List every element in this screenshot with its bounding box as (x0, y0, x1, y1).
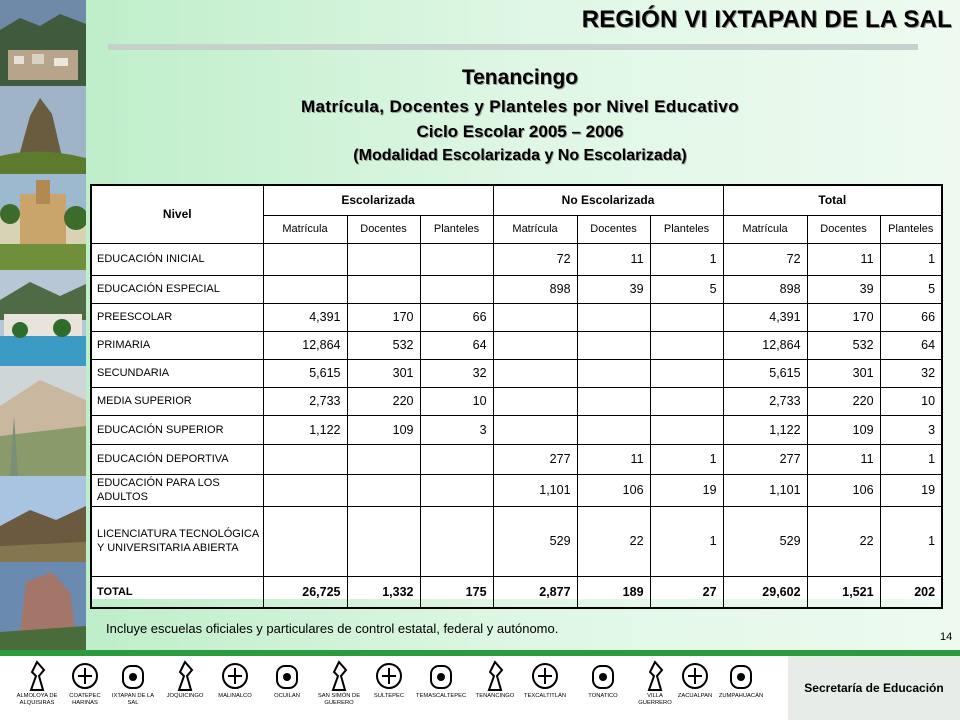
value-cell: 3 (880, 415, 942, 444)
value-cell (577, 387, 650, 415)
value-cell: 5 (880, 275, 942, 303)
nivel-cell: LICENCIATURA TECNOLÓGICA Y UNIVERSITARIA ABIERTA (91, 506, 263, 576)
subheader-cell: Planteles (650, 215, 723, 243)
data-table (90, 184, 941, 599)
value-cell: 19 (880, 474, 942, 506)
municipality-name: OCUILAN (274, 693, 300, 699)
nivel-cell: EDUCACIÓN SUPERIOR (91, 415, 263, 444)
municipality-item (210, 660, 260, 700)
value-cell: 22 (577, 506, 650, 576)
value-cell: 27 (650, 576, 723, 608)
nivel-cell: EDUCACIÓN DEPORTIVA (91, 444, 263, 474)
value-cell (650, 303, 723, 331)
value-cell: 3 (420, 415, 493, 444)
value-cell: 277 (723, 444, 807, 474)
value-cell: 4,391 (723, 303, 807, 331)
value-cell: 11 (807, 243, 880, 275)
value-cell: 220 (347, 387, 420, 415)
municipality-item (12, 660, 62, 706)
value-cell: 170 (347, 303, 420, 331)
municipality-glyph-icon (480, 660, 510, 692)
value-cell: 39 (807, 275, 880, 303)
value-cell: 301 (347, 359, 420, 387)
value-cell: 64 (420, 331, 493, 359)
municipality-name: ALMOLOYA DE ALQUISIRAS (16, 693, 58, 706)
value-cell: 66 (880, 303, 942, 331)
value-cell: 26,725 (263, 576, 347, 608)
nivel-cell: EDUCACIÓN PARA LOS ADULTOS (91, 474, 263, 506)
value-cell: 109 (347, 415, 420, 444)
value-cell: 11 (807, 444, 880, 474)
value-cell: 29,602 (723, 576, 807, 608)
value-cell: 11 (577, 243, 650, 275)
church-photo (0, 174, 86, 270)
municipality-item (160, 660, 210, 700)
subtitle-1: Matrícula, Docentes y Planteles por Nivel Educativo (301, 97, 739, 116)
table-row (91, 576, 942, 608)
value-cell: 5,615 (263, 359, 347, 387)
value-cell: 529 (723, 506, 807, 576)
value-cell (263, 275, 347, 303)
value-cell: 64 (880, 331, 942, 359)
value-cell (263, 243, 347, 275)
value-cell (650, 359, 723, 387)
value-cell (420, 243, 493, 275)
value-cell: 532 (807, 331, 880, 359)
value-cell (347, 275, 420, 303)
value-cell (347, 474, 420, 506)
table-row (91, 506, 942, 576)
subtitle-3: (Modalidad Escolarizada y No Escolarizada) (353, 147, 687, 164)
footnote: Incluye escuelas oficiales y particulares de control estatal, federal y autónomo. (106, 621, 559, 636)
municipality-glyph-icon (118, 660, 148, 692)
value-cell (577, 359, 650, 387)
subheader-cell: Planteles (420, 215, 493, 243)
value-cell: 301 (807, 359, 880, 387)
municipality-item (578, 660, 628, 700)
nivel-cell: PRIMARIA (91, 331, 263, 359)
value-cell: 202 (880, 576, 942, 608)
value-cell: 12,864 (263, 331, 347, 359)
value-cell (420, 444, 493, 474)
table-row (91, 331, 942, 359)
region-title: REGIÓN VI IXTAPAN DE LA SAL (581, 6, 952, 33)
value-cell (577, 331, 650, 359)
value-cell: 39 (577, 275, 650, 303)
municipality-item (670, 660, 720, 700)
value-cell (577, 303, 650, 331)
table-body (91, 243, 942, 608)
value-cell: 170 (807, 303, 880, 331)
municipality-name: TENANCINGO (475, 693, 515, 699)
municipality-glyph-icon (170, 660, 200, 692)
value-cell: 189 (577, 576, 650, 608)
municipality-glyph-icon (220, 660, 250, 692)
subheader-cell: Planteles (880, 215, 942, 243)
page-title: Tenancingo (461, 66, 579, 89)
value-cell: 898 (493, 275, 577, 303)
hills-photo (0, 476, 86, 562)
municipality-name: IXTAPAN DE LA SAL (111, 693, 155, 706)
value-cell (650, 387, 723, 415)
nivel-cell: PREESCOLAR (91, 303, 263, 331)
value-cell: 72 (493, 243, 577, 275)
value-cell: 2,733 (263, 387, 347, 415)
municipality-name: ZUMPAHUACÁN (718, 693, 764, 699)
table-row (91, 359, 942, 387)
value-cell (347, 243, 420, 275)
municipality-glyph-icon (726, 660, 756, 692)
value-cell: 106 (577, 474, 650, 506)
table-row (91, 243, 942, 275)
value-cell: 22 (807, 506, 880, 576)
value-cell: 10 (420, 387, 493, 415)
value-cell: 19 (650, 474, 723, 506)
value-cell: 220 (807, 387, 880, 415)
nivel-cell: EDUCACIÓN ESPECIAL (91, 275, 263, 303)
subtitle-2: Ciclo Escolar 2005 – 2006 (416, 122, 624, 141)
municipality-glyph-icon (426, 660, 456, 692)
value-cell (420, 275, 493, 303)
value-cell: 5 (650, 275, 723, 303)
municipality-glyph-icon (272, 660, 302, 692)
value-cell: 1 (650, 444, 723, 474)
municipality-name: ZACUALPAN (677, 693, 713, 699)
municipality-item (470, 660, 520, 700)
value-cell: 106 (807, 474, 880, 506)
pool-photo (0, 270, 86, 366)
value-cell: 10 (880, 387, 942, 415)
table-row (91, 444, 942, 474)
municipality-glyph-icon (374, 660, 404, 692)
value-cell: 1 (880, 444, 942, 474)
town-photo-1 (0, 0, 86, 86)
value-cell: 72 (723, 243, 807, 275)
value-cell: 1 (880, 506, 942, 576)
value-cell (263, 444, 347, 474)
group-header-no-escolarizada: No Escolarizada (493, 185, 723, 215)
subheader-cell: Matrícula (493, 215, 577, 243)
value-cell: 1,332 (347, 576, 420, 608)
value-cell: 1 (650, 506, 723, 576)
value-cell: 2,733 (723, 387, 807, 415)
value-cell: 529 (493, 506, 577, 576)
municipality-name: VILLA GUERRERO (638, 693, 672, 706)
subheader-cell: Docentes (807, 215, 880, 243)
value-cell: 32 (420, 359, 493, 387)
value-cell: 1 (650, 243, 723, 275)
municipality-name: SAN SIMÓN DE GUERERO (317, 693, 361, 706)
municipality-item (108, 660, 158, 706)
value-cell (650, 415, 723, 444)
value-cell: 898 (723, 275, 807, 303)
table-row (91, 303, 942, 331)
municipality-glyph-icon (70, 660, 100, 692)
municipality-name: TONATICO (588, 693, 618, 699)
photo-strip (0, 0, 86, 650)
table-row (91, 415, 942, 444)
municipality-item (364, 660, 414, 700)
value-cell (493, 387, 577, 415)
municipality-glyph-icon (640, 660, 670, 692)
value-cell: 4,391 (263, 303, 347, 331)
value-cell: 2,877 (493, 576, 577, 608)
value-cell (493, 331, 577, 359)
page-number: 14 (940, 631, 953, 643)
value-cell: 1,101 (723, 474, 807, 506)
nivel-cell: TOTAL (91, 576, 263, 608)
municipality-item (60, 660, 110, 706)
value-cell (493, 359, 577, 387)
municipality-item (716, 660, 766, 700)
municipality-item (520, 660, 570, 700)
municipality-item (262, 660, 312, 700)
subheader-cell: Matrícula (263, 215, 347, 243)
subheader-cell: Docentes (347, 215, 420, 243)
municipality-name: JOQUICINGO (166, 693, 204, 699)
table-row (91, 275, 942, 303)
municipality-glyph-icon (22, 660, 52, 692)
table-row (91, 474, 942, 506)
value-cell (263, 474, 347, 506)
value-cell (493, 303, 577, 331)
value-cell: 1,122 (723, 415, 807, 444)
municipality-glyph-icon (588, 660, 618, 692)
value-cell: 11 (577, 444, 650, 474)
value-cell: 66 (420, 303, 493, 331)
municipality-glyph-icon (530, 660, 560, 692)
municipality-name: COATEPEC HARINAS (69, 693, 101, 706)
municipality-glyph-icon (680, 660, 710, 692)
municipality-item (314, 660, 364, 706)
value-cell (493, 415, 577, 444)
municipality-glyph-icon (324, 660, 354, 692)
municipality-name: MALINALCO (218, 693, 252, 699)
value-cell: 175 (420, 576, 493, 608)
value-cell: 12,864 (723, 331, 807, 359)
value-cell: 532 (347, 331, 420, 359)
value-cell: 1,122 (263, 415, 347, 444)
subheader-cell: Matrícula (723, 215, 807, 243)
value-cell (650, 331, 723, 359)
value-cell: 277 (493, 444, 577, 474)
value-cell: 5,615 (723, 359, 807, 387)
table-row (91, 387, 942, 415)
nivel-cell: EDUCACIÓN INICIAL (91, 243, 263, 275)
nivel-cell: MEDIA SUPERIOR (91, 387, 263, 415)
value-cell (420, 474, 493, 506)
value-cell (347, 444, 420, 474)
header-divider (108, 44, 918, 50)
value-cell: 109 (807, 415, 880, 444)
value-cell: 1,521 (807, 576, 880, 608)
value-cell (263, 506, 347, 576)
secretaria-label: Secretaría de Educación (788, 656, 960, 720)
mountain-photo (0, 86, 86, 174)
valley-photo (0, 366, 86, 476)
value-cell (420, 506, 493, 576)
nivel-cell: SECUNDARIA (91, 359, 263, 387)
municipality-item (416, 660, 466, 700)
value-cell: 32 (880, 359, 942, 387)
value-cell: 1 (880, 243, 942, 275)
value-cell (577, 415, 650, 444)
subheader-cell: Docentes (577, 215, 650, 243)
group-header-escolarizada: Escolarizada (263, 185, 493, 215)
group-header-total: Total (723, 185, 942, 215)
value-cell: 1,101 (493, 474, 577, 506)
municipality-name: TEMASCALTEPEC (416, 693, 467, 699)
rock-photo (0, 562, 86, 650)
value-cell (347, 506, 420, 576)
municipality-name: SULTEPEC (373, 693, 405, 699)
municipality-name: TEXCALTITLÁN (523, 693, 567, 699)
nivel-header: Nivel (91, 185, 263, 243)
